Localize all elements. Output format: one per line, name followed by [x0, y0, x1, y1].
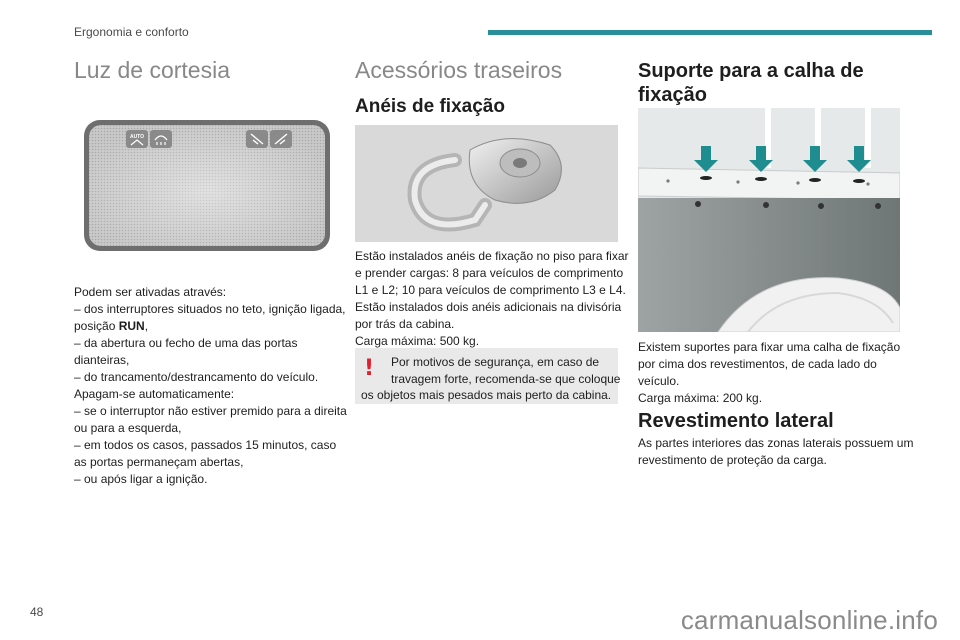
text-line: travagem forte, recomenda-se que coloque — [391, 371, 621, 386]
header-accent-bar — [488, 30, 932, 35]
section-title-courtesy-light: Luz de cortesia — [74, 57, 230, 83]
tie-ring-drawing — [355, 125, 618, 242]
courtesy-light-icon — [150, 130, 172, 148]
exclamation-icon: ! — [364, 356, 375, 381]
text-line: Apagam-se automaticamente: — [74, 387, 235, 401]
text-line: ou para a esquerda, — [74, 421, 182, 435]
tie-rings-text — [355, 248, 629, 350]
watermark: carmanualsonline.info — [680, 605, 938, 635]
reading-light-icon — [270, 130, 292, 148]
title-line: Suporte para a calha de — [638, 60, 864, 82]
text-fragment: posição — [74, 319, 119, 333]
text-line: – ou após ligar a ignição. — [74, 472, 208, 486]
rail-support-text — [638, 339, 900, 407]
safety-warning-box — [355, 348, 621, 404]
page-number: 48 — [30, 605, 44, 619]
text-line — [74, 318, 347, 335]
reading-light-icon — [246, 130, 268, 148]
text-line: por trás da cabina. — [355, 317, 455, 331]
text-line: Carga máxima: 200 kg. — [638, 391, 763, 405]
text-line: Carga máxima: 500 kg. — [355, 334, 480, 348]
text-line: – do trancamento/destrancamento do veículo. — [74, 370, 319, 384]
text-line: Estão instalados anéis de fixação no piso para fixar — [355, 249, 629, 263]
subsection-title-tie-rings: Anéis de fixação — [355, 96, 505, 117]
auto-light-icon — [126, 130, 148, 148]
text-line: As partes interiores das zonas laterais possuem um — [638, 436, 914, 450]
text-line: os objetos mais pesados mais perto da cabina. — [361, 388, 612, 402]
text-line: – da abertura ou fecho de uma das portas — [74, 336, 298, 350]
side-lining-text — [638, 435, 913, 469]
courtesy-light-drawing — [82, 118, 332, 253]
courtesy-light-illustration — [82, 118, 332, 253]
auto-label: AUTO — [129, 134, 145, 140]
courtesy-light-text — [74, 284, 347, 488]
warning-text — [361, 354, 621, 404]
text-line: Existem suportes para fixar uma calha de fixação — [638, 340, 901, 354]
text-line: dianteiras, — [74, 353, 130, 367]
title-line: fixação — [638, 84, 707, 106]
tie-ring-illustration — [355, 125, 618, 242]
text-line: Por motivos de segurança, em caso de — [391, 355, 600, 369]
text-line: as portas permaneçam abertas, — [74, 455, 244, 469]
run-position-label: RUN — [118, 319, 145, 333]
text-line: por cima dos revestimentos, de cada lado do — [638, 357, 877, 371]
text-line: Estão instalados dois anéis adicionais na divisória — [355, 300, 622, 314]
text-line: veículo. — [638, 374, 680, 388]
text-fragment: , — [144, 319, 149, 333]
text-line: revestimento de proteção da carga. — [638, 453, 827, 467]
section-title-rail-support — [638, 59, 864, 107]
rail-support-drawing — [638, 108, 900, 332]
text-line: – dos interruptores situados no teto, ignição ligada, — [74, 302, 346, 316]
text-line: – se o interruptor não estiver premido para a direita — [74, 404, 347, 418]
subsection-title-side-lining: Revestimento lateral — [638, 410, 834, 432]
section-title-rear-accessories: Acessórios traseiros — [355, 57, 563, 83]
text-line: e prender cargas: 8 para veículos de comprimento — [355, 266, 624, 280]
text-line: Podem ser ativadas através: — [74, 285, 227, 299]
text-line: L1 e L2; 10 para veículos de comprimento L3 e L4. — [355, 283, 626, 297]
section-header: Ergonomia e conforto — [74, 25, 189, 39]
text-line: – em todos os casos, passados 15 minutos, caso — [74, 438, 337, 452]
rail-support-illustration — [638, 108, 900, 332]
